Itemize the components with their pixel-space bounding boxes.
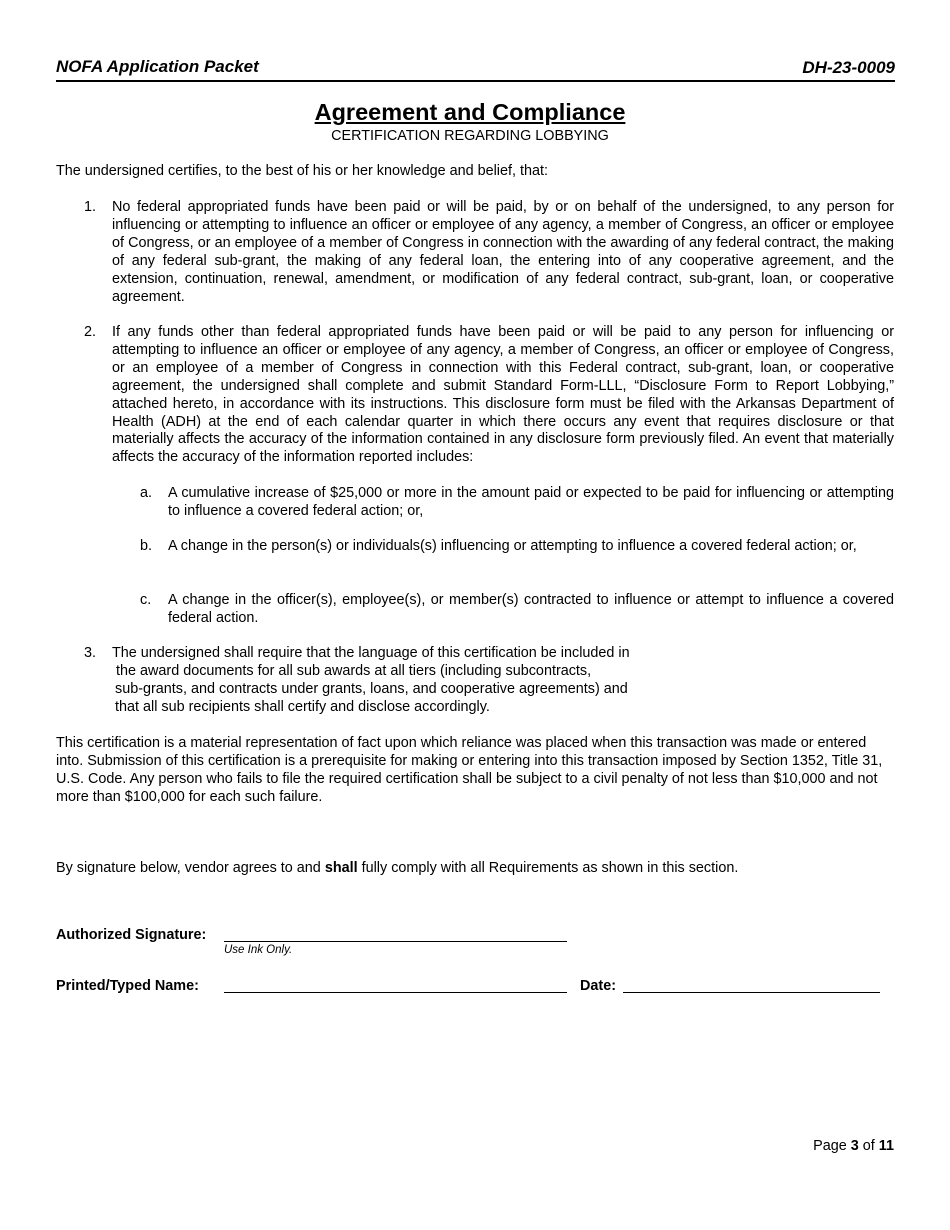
item-1-text: No federal appropriated funds have been paid or will be paid, by or on behalf of the undersigned, to any person for influencing or attempting to influence an officer or employee of any agency, a member of Congress, an officer or employee of Congress, or an employee of a member of Congress in connection with the awarding of any federal contract, the making of any federal sub-grant, the making of any federal loan, the entering into of any cooperative agreement, and the extension, continuation, renewal, amendment, or modification of any federal contract, sub-grant, loan, or cooperative agreement. [112, 199, 894, 305]
ink-only-note: Use Ink Only. [224, 944, 293, 956]
subitem-c-text: A change in the officer(s), employee(s), or member(s) contracted to influence or attempt to influence a covered federal action. [168, 592, 894, 626]
page-header [56, 56, 895, 82]
closing-paragraph: This certification is a material representation of fact upon which reliance was placed when this transaction was made or entered into. Submission of this certification is a prerequisite for making or entering into this transaction imposed by Section 1352, Title 31, U.S. Code. Any person who fails to file the required certification shall be subject to a civil penalty of not less than $10,000 and not more than $100,000 for each such failure. [56, 735, 883, 805]
agreement-emphasis: shall [324, 860, 358, 876]
item-3-line-1: The undersigned shall require that the language of this certification be included in [112, 645, 630, 661]
item-3-number: 3. [84, 645, 97, 661]
agreement-text-before: By signature below, vendor agrees to and [56, 860, 325, 876]
page-subtitle: CERTIFICATION REGARDING LOBBYING [331, 128, 609, 144]
printed-name-line[interactable] [224, 992, 567, 993]
header-document-id: DH-23-0009 [802, 58, 895, 77]
subitem-b-letter: b. [140, 538, 153, 554]
date-label: Date: [580, 978, 616, 994]
item-1-number: 1. [84, 199, 97, 215]
item-3-line-2: the award documents for all sub awards at all tiers (including subcontracts, [116, 663, 592, 679]
subitem-a-letter: a. [140, 485, 153, 501]
page-title: Agreement and Compliance [314, 99, 626, 125]
authorized-signature-label: Authorized Signature: [56, 927, 207, 943]
item-2-text: If any funds other than federal appropriated funds have been paid or will be paid to any person for influencing or attempting to influence an officer or employee of any agency, a member of Congress, an officer or employee of Congress, or an employee of a member of Congress in connection with this Federal contract, sub-grant, loan, or cooperative agreement, the undersigned shall complete and submit Standard Form-LLL, “Disclosure Form to Report Lobbying,” attached hereto, in accordance with its instructions. This disclosure form must be filed with the Arkansas Department of Health (ADH) at the end of each calendar quarter in which there occurs any event that requires disclosure or that materially affects the accuracy of the information contained in any disclosure form previously filed. An event that materially affects the accuracy of the information reported includes: [112, 324, 894, 466]
page-number [813, 1138, 894, 1154]
printed-name-label: Printed/Typed Name: [56, 978, 199, 994]
agreement-text-after: fully comply with all Requirements as shown in this section. [357, 860, 739, 876]
intro-paragraph: The undersigned certifies, to the best of his or her knowledge and belief, that: [56, 163, 548, 179]
date-line[interactable] [623, 992, 880, 993]
total-pages: 11 [878, 1138, 894, 1154]
subitem-a-text: A cumulative increase of $25,000 or more in the amount paid or expected to be paid for influencing or attempting to influence a covered federal action; or, [168, 485, 894, 519]
header-packet-title: NOFA Application Packet [56, 57, 259, 76]
item-3-line-3: sub-grants, and contracts under grants, loans, and cooperative agreements) and [115, 681, 628, 697]
subitem-b-text: A change in the person(s) or individuals(s) influencing or attempting to influence a covered federal action; or, [168, 538, 857, 554]
subitem-c-letter: c. [140, 592, 152, 608]
agreement-statement [56, 860, 895, 878]
page-of: of [858, 1138, 879, 1154]
item-3-line-4: that all sub recipients shall certify and disclose accordingly. [115, 699, 490, 715]
current-page: 3 [850, 1138, 859, 1154]
item-2-number: 2. [84, 324, 97, 340]
page-prefix: Page [813, 1138, 851, 1154]
authorized-signature-line[interactable] [224, 941, 567, 942]
